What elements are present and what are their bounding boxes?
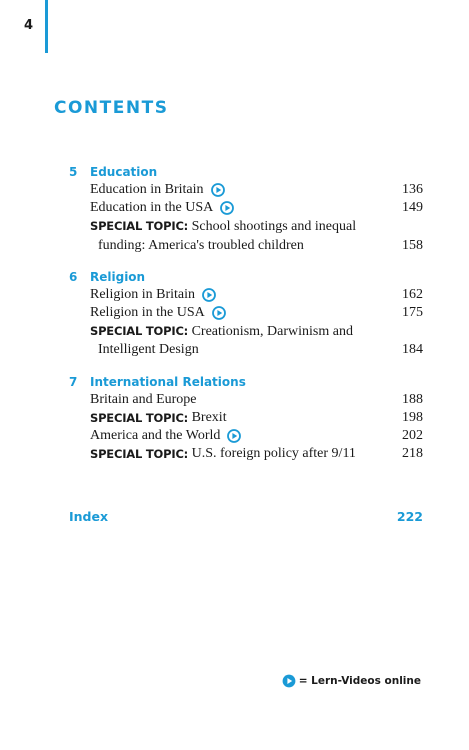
entry-page: 184 bbox=[402, 342, 423, 358]
chapter-5 bbox=[69, 163, 423, 255]
entry-page: 149 bbox=[402, 200, 423, 216]
entry-page: 202 bbox=[402, 428, 423, 444]
table-of-contents bbox=[69, 163, 423, 476]
special-topic-label: SPECIAL TOPIC: bbox=[90, 324, 189, 339]
entry-title: Britain and Europe bbox=[90, 391, 197, 407]
index-label: Index bbox=[69, 509, 109, 524]
entry-page: 175 bbox=[402, 305, 423, 321]
play-circle-icon[interactable] bbox=[227, 429, 241, 443]
toc-entry[interactable] bbox=[69, 199, 423, 217]
chapter-6 bbox=[69, 268, 423, 360]
entry-page: 162 bbox=[402, 286, 423, 302]
chapter-number: 6 bbox=[69, 269, 78, 284]
chapter-title: Education bbox=[90, 165, 158, 179]
special-topic-label: SPECIAL TOPIC: bbox=[90, 447, 189, 462]
video-legend bbox=[282, 674, 421, 688]
chapter-number: 5 bbox=[69, 165, 78, 179]
entry-page: 198 bbox=[402, 409, 423, 425]
legend-text: = Lern-Videos online bbox=[298, 675, 421, 687]
chapter-heading[interactable] bbox=[69, 373, 423, 391]
play-circle-icon[interactable] bbox=[212, 306, 226, 320]
chapter-number: 7 bbox=[69, 374, 78, 389]
contents-title: CONTENTS bbox=[54, 98, 169, 118]
toc-entry[interactable] bbox=[69, 391, 423, 409]
entry-title: U.S. foreign policy after 9/11 bbox=[191, 446, 356, 462]
play-circle-icon[interactable] bbox=[220, 201, 234, 215]
toc-entry[interactable] bbox=[69, 304, 423, 322]
chapter-heading[interactable] bbox=[69, 163, 423, 181]
chapter-7 bbox=[69, 373, 423, 464]
entry-title: Creationism, Darwinism and bbox=[191, 324, 353, 340]
page-edge-bar bbox=[45, 0, 48, 53]
toc-entry-special-topic[interactable] bbox=[69, 217, 423, 254]
entry-title: School shootings and inequal bbox=[191, 219, 357, 235]
entry-page: 218 bbox=[402, 446, 423, 462]
play-circle-icon[interactable] bbox=[211, 183, 225, 197]
entry-title: Religion in the USA bbox=[90, 305, 205, 321]
index-page: 222 bbox=[396, 509, 423, 524]
entry-title-continued: funding: America's troubled children bbox=[98, 237, 304, 253]
play-circle-icon bbox=[282, 674, 296, 688]
special-topic-label: SPECIAL TOPIC: bbox=[90, 410, 189, 425]
entry-page: 158 bbox=[402, 237, 423, 253]
toc-entry[interactable] bbox=[69, 286, 423, 304]
entry-page: 188 bbox=[402, 391, 423, 407]
special-topic-label: SPECIAL TOPIC: bbox=[90, 219, 189, 234]
entry-page: 136 bbox=[402, 182, 423, 197]
page-number: 4 bbox=[24, 18, 34, 33]
entry-title: America and the World bbox=[90, 428, 221, 444]
entry-title: Education in Britain bbox=[90, 182, 204, 197]
toc-entry-special-topic[interactable] bbox=[69, 409, 423, 427]
chapter-title: International Relations bbox=[90, 374, 246, 389]
entry-title: Brexit bbox=[191, 409, 227, 425]
toc-entry-special-topic[interactable] bbox=[69, 322, 423, 359]
entry-title: Education in the USA bbox=[90, 200, 214, 216]
entry-title: Religion in Britain bbox=[90, 286, 195, 302]
chapter-title: Religion bbox=[90, 269, 146, 284]
entry-title-continued: Intelligent Design bbox=[98, 342, 199, 358]
toc-entry[interactable] bbox=[69, 427, 423, 445]
toc-entry-special-topic[interactable] bbox=[69, 445, 423, 463]
chapter-heading[interactable] bbox=[69, 268, 423, 286]
toc-entry[interactable] bbox=[69, 181, 423, 199]
play-circle-icon[interactable] bbox=[202, 288, 216, 302]
index-entry[interactable] bbox=[69, 509, 423, 524]
